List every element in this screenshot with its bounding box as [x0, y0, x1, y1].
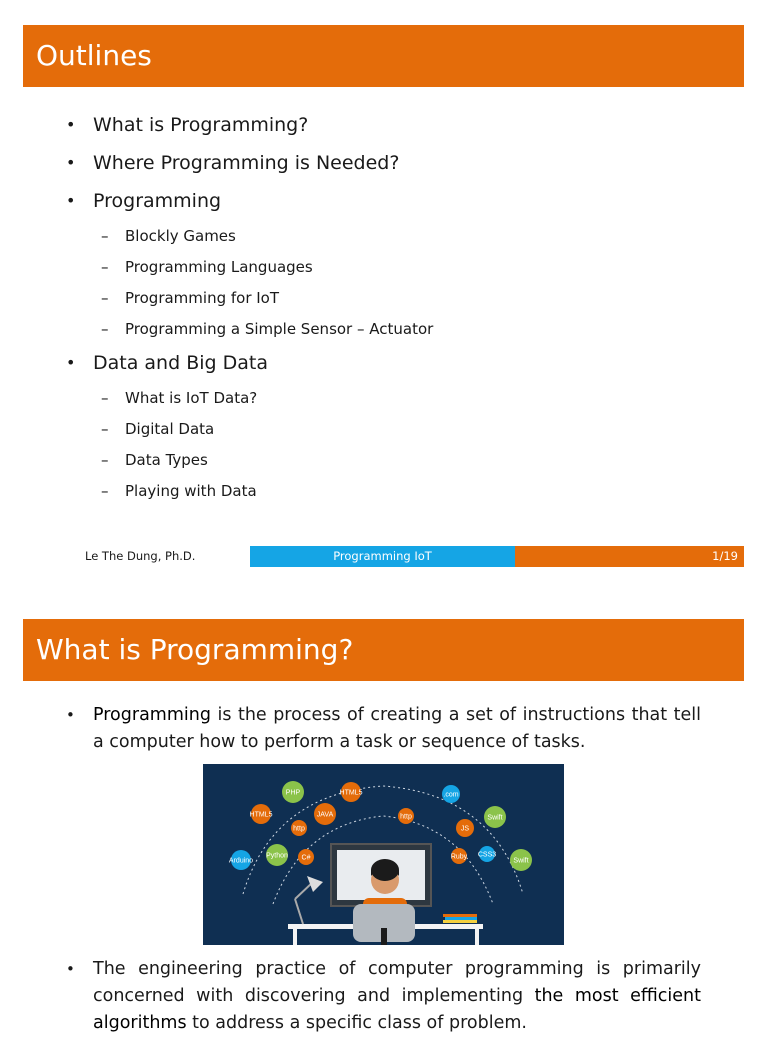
- outline-item: [66, 350, 726, 388]
- tech-bubble-label: Swift: [487, 814, 503, 822]
- footer-author: Le The Dung, Ph.D.: [85, 549, 196, 563]
- bullet: •: [66, 960, 75, 978]
- bullet: •: [66, 191, 76, 210]
- dash: –: [101, 320, 109, 338]
- outline-item-text: Digital Data: [125, 420, 215, 438]
- outline-subitem: [66, 288, 726, 319]
- outline-item-text: What is Programming?: [93, 114, 309, 136]
- tech-bubble-label: HTML5: [249, 811, 273, 819]
- slide-title: What is Programming?: [23, 619, 744, 681]
- footer-page-number: 1/19: [515, 546, 744, 567]
- outline-subitem: [66, 481, 726, 512]
- tech-bubble-label: CSS3: [477, 851, 497, 859]
- dash: –: [101, 451, 109, 469]
- definition-text: is the process of creating a set of instructions that tell a computer how to perform a task or sequence of tasks.: [93, 705, 701, 752]
- dash: –: [101, 389, 109, 407]
- dash: –: [101, 227, 109, 245]
- definition-paragraph: [66, 702, 701, 756]
- outline-item-text: Playing with Data: [125, 482, 257, 500]
- tech-bubble-label: HTML5: [339, 789, 363, 797]
- outline-item-text: Programming a Simple Sensor – Actuator: [125, 320, 434, 338]
- dash: –: [101, 289, 109, 307]
- tech-bubble-label: PHP: [285, 789, 301, 797]
- bullet: •: [66, 115, 76, 134]
- tech-bubble-label: http: [293, 825, 305, 833]
- outline-subitem: [66, 319, 726, 350]
- keyword-programming: Programming: [93, 705, 211, 725]
- footer-course: Programming IoT: [250, 546, 515, 567]
- outline-item-text: Data Types: [125, 451, 208, 469]
- outline-subitem: [66, 419, 726, 450]
- dash: –: [101, 420, 109, 438]
- tech-bubble-label: Swift: [513, 857, 529, 865]
- outline-subitem: [66, 257, 726, 288]
- bullet: •: [66, 153, 76, 172]
- outline-item-text: What is IoT Data?: [125, 389, 258, 407]
- outline-item-text: Where Programming is Needed?: [93, 152, 400, 174]
- outline-item: [66, 112, 726, 150]
- slide-title: Outlines: [23, 25, 744, 87]
- tech-bubble-label: C#: [301, 854, 311, 862]
- tech-bubble-label: Ruby: [450, 853, 468, 861]
- bullet: •: [66, 706, 75, 724]
- outline-subitem: [66, 450, 726, 481]
- outline-subitem: [66, 388, 726, 419]
- slide-what-is-programming: [0, 594, 768, 1033]
- outline-item-text: Programming: [93, 190, 222, 212]
- tech-bubble-label: Arduino: [228, 857, 254, 865]
- tech-bubble-label: .com: [443, 791, 459, 799]
- programming-illustration: [203, 764, 564, 945]
- engineering-text: The engineering practice of computer programming is primarily concerned with discovering and implementing: [93, 959, 701, 1006]
- engineering-paragraph: [66, 956, 701, 1037]
- tech-bubble-label: JS: [460, 825, 470, 833]
- outline-item: [66, 188, 726, 226]
- dash: –: [101, 482, 109, 500]
- outline-list: [66, 112, 726, 512]
- outline-item: [66, 150, 726, 188]
- outline-item-text: Blockly Games: [125, 227, 236, 245]
- outline-subitem: [66, 226, 726, 257]
- bullet: •: [66, 353, 76, 372]
- tech-bubble-label: JAVA: [316, 811, 334, 819]
- tech-bubble-label: http: [400, 813, 412, 821]
- slide-footer: [0, 546, 768, 567]
- outline-item-text: Data and Big Data: [93, 352, 268, 374]
- engineering-text-end: to address a specific class of problem.: [186, 1013, 527, 1033]
- keyword-efficient-algorithms: the most efficient algorithms: [93, 986, 702, 1033]
- outline-item-text: Programming for IoT: [125, 289, 280, 307]
- outline-item-text: Programming Languages: [125, 258, 313, 276]
- dash: –: [101, 258, 109, 276]
- tech-bubble-label: Python: [266, 852, 288, 860]
